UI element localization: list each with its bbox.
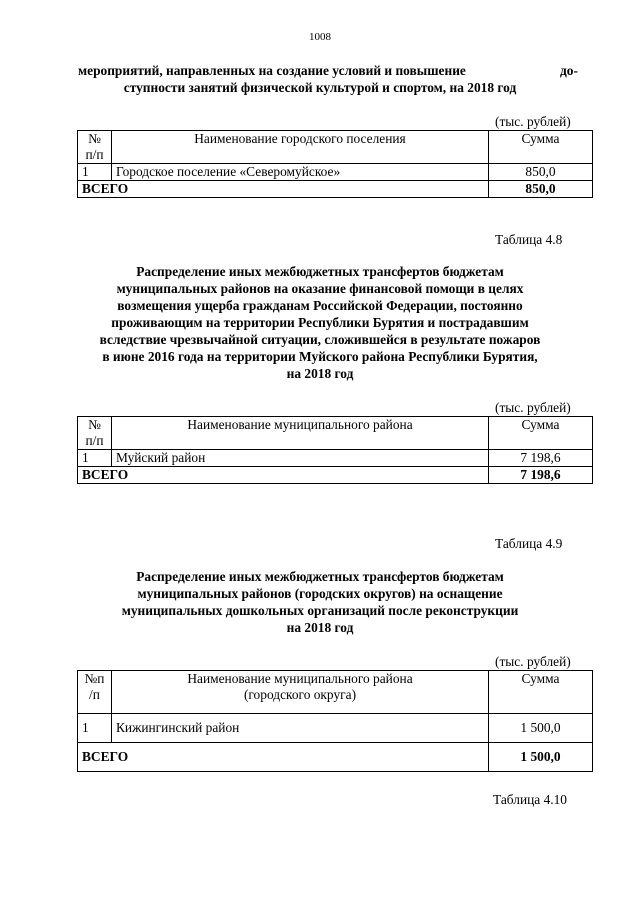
row-name: Кижингинский район: [112, 714, 489, 743]
header-name: Наименование городского поселения: [112, 131, 489, 164]
section2-title-line: в июне 2016 года на территории Муйского района Республики Бурятия,: [102, 349, 538, 364]
header-name-line2: (городского округа): [243, 687, 357, 702]
total-sum: 7 198,6: [489, 467, 593, 484]
section2-title-line: на 2018 год: [286, 366, 354, 381]
total-row: [78, 743, 593, 772]
header-name: [112, 671, 489, 714]
header-num-line2: /п: [89, 687, 100, 702]
section2-title-line: возмещения ущерба гражданам Российской Федерации, постоянно: [117, 298, 523, 313]
total-sum: 850,0: [489, 181, 593, 198]
section3-unit: (тыс. рублей): [495, 654, 571, 669]
total-row: [78, 467, 593, 484]
row-sum: 1 500,0: [489, 714, 593, 743]
row-name: Муйский район: [112, 450, 489, 467]
header-num-line2: п/п: [85, 433, 104, 448]
section1-unit: (тыс. рублей): [495, 114, 571, 129]
table-header-row: [78, 671, 593, 714]
section3-caption: Таблица 4.9: [495, 536, 563, 551]
header-num-line1: №п: [84, 671, 105, 686]
section3-title: [70, 568, 570, 636]
section3-title-line: муниципальных районов (городских округов) на оснащение: [137, 586, 503, 601]
table-header-row: [78, 417, 593, 450]
section3-title-line: на 2018 год: [286, 620, 354, 635]
page-number: 1008: [309, 31, 331, 43]
section1-table: [77, 130, 593, 198]
table-row: [78, 714, 593, 743]
header-name: Наименование муниципального района: [112, 417, 489, 450]
row-num: 1: [78, 714, 112, 743]
total-label: ВСЕГО: [78, 181, 489, 198]
table-header-row: [78, 131, 593, 164]
section2-title-line: вследствие чрезвычайной ситуации, сложившейся в результате пожаров: [99, 332, 541, 347]
table-row: [78, 450, 593, 467]
section1-title-line2: ступности занятий физической культурой и спортом, на 2018 год: [123, 80, 517, 95]
header-num-line2: п/п: [85, 147, 104, 162]
section2-title: [70, 263, 570, 382]
total-label: ВСЕГО: [78, 467, 489, 484]
section3-table: [77, 670, 593, 772]
row-name: Городское поселение «Северомуйское»: [112, 164, 489, 181]
header-name-line1: Наименование муниципального района: [187, 671, 413, 686]
footer-caption: Таблица 4.10: [493, 792, 568, 807]
table-row: [78, 164, 593, 181]
row-sum: 850,0: [489, 164, 593, 181]
section2-caption: Таблица 4.8: [495, 232, 563, 247]
header-num: [78, 417, 112, 450]
total-sum: 1 500,0: [489, 743, 593, 772]
section3-title-line: муниципальных дошкольных организаций после реконструкции: [121, 603, 519, 618]
section1-title-line1: мероприятий, направленных на создание условий и повышение: [78, 63, 466, 78]
section2-table: [77, 416, 593, 484]
row-sum: 7 198,6: [489, 450, 593, 467]
header-num-line1: №: [88, 131, 101, 146]
header-sum: Сумма: [489, 417, 593, 450]
section3-title-line: Распределение иных межбюджетных трансфертов бюджетам: [136, 569, 504, 584]
header-sum: Сумма: [489, 131, 593, 164]
row-num: 1: [78, 164, 112, 181]
header-sum: Сумма: [489, 671, 593, 714]
header-num: [78, 131, 112, 164]
row-num: 1: [78, 450, 112, 467]
section2-title-line: проживающим на территории Республики Бурятия и пострадавшим: [111, 315, 529, 330]
header-num-line1: №: [88, 417, 101, 432]
section2-title-line: Распределение иных межбюджетных трансфертов бюджетам: [136, 264, 504, 279]
total-row: [78, 181, 593, 198]
section1-title-hyphen: до-: [560, 63, 578, 78]
section2-unit: (тыс. рублей): [495, 400, 571, 415]
header-num: [78, 671, 112, 714]
section2-title-line: муниципальных районов на оказание финансовой помощи в целях: [116, 281, 524, 296]
total-label: ВСЕГО: [78, 743, 489, 772]
